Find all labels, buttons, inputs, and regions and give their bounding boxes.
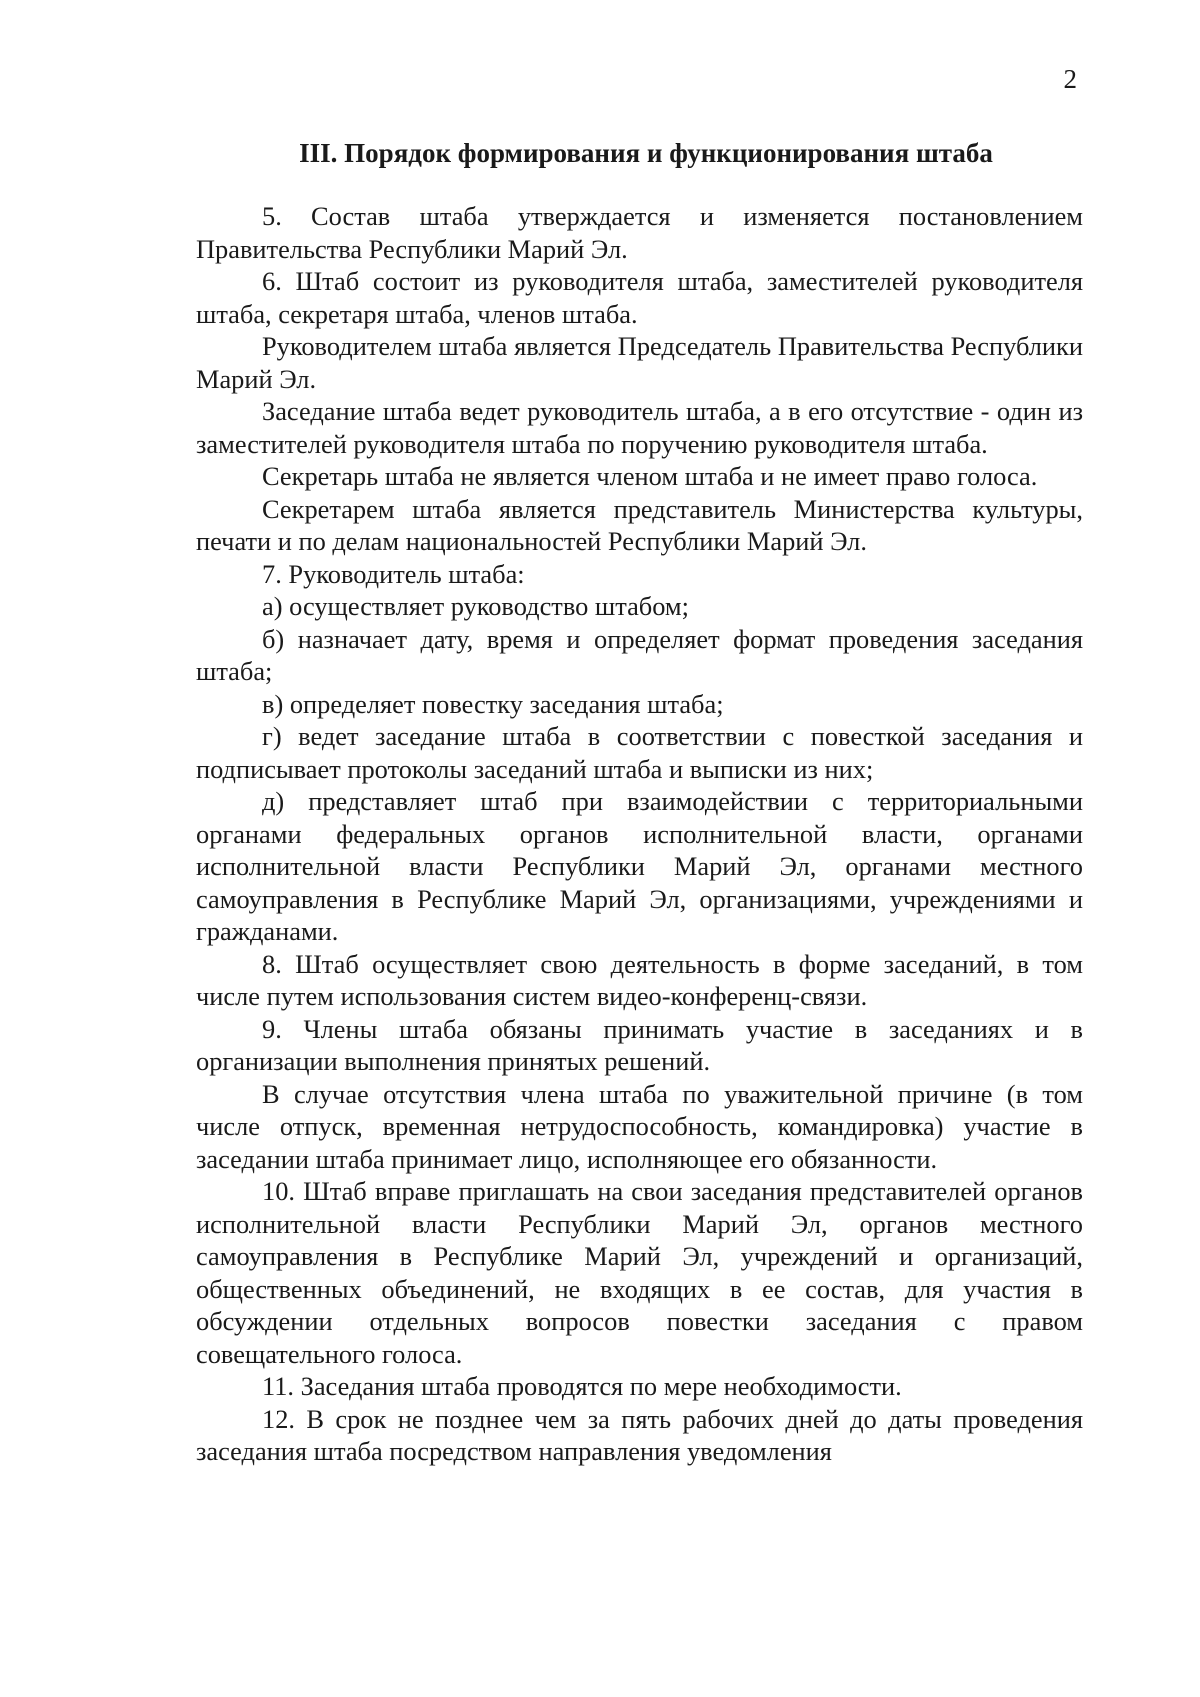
- paragraph-6-meeting-chair: Заседание штаба ведет руководитель штаба, а в его отсутствие - один из заместителей руководителя штаба по поручению руководителя штаба.: [196, 396, 1083, 459]
- page-number: 2: [1063, 64, 1077, 94]
- paragraph-6-secretary: Секретарем штаба является представитель Министерства культуры, печати и по делам национальностей Республики Марий Эл.: [196, 493, 1083, 556]
- paragraph-6-secretary-vote: Секретарь штаба не является членом штаба и не имеет право голоса.: [262, 461, 1038, 491]
- paragraph-8: 8. Штаб осуществляет свою деятельность в форме заседаний, в том числе путем использования систем видео-конференц-связи.: [196, 948, 1083, 1011]
- section-title: III. Порядок формирования и функционирования штаба: [299, 138, 993, 168]
- paragraph-10: 10. Штаб вправе приглашать на свои заседания представителей органов исполнительной власти Республики Марий Эл, органов местного самоуправления в Республике Марий Эл, учреждений и организаций, общественных объединений, не входящих в ее состав, для участия в обсуждении отдельных вопросов повестки заседания с правом совещательного голоса.: [196, 1176, 1083, 1369]
- paragraph-6: 6. Штаб состоит из руководителя штаба, заместителей руководителя штаба, секретаря штаба, членов штаба.: [196, 266, 1083, 329]
- paragraph-7-b: б) назначает дату, время и определяет формат проведения заседания штаба;: [196, 623, 1083, 686]
- paragraph-6-head: Руководителем штаба является Председатель Правительства Республики Марий Эл.: [196, 331, 1083, 394]
- document-body: [196, 200, 1083, 1468]
- paragraph-5: 5. Состав штаба утверждается и изменяется постановлением Правительства Республики Марий Эл.: [196, 201, 1083, 264]
- paragraph-12: 12. В срок не позднее чем за пять рабочих дней до даты проведения заседания штаба посредством направления уведомления: [196, 1403, 1083, 1466]
- paragraph-7-d: д) представляет штаб при взаимодействии с территориальными органами федеральных органов исполнительной власти, органами исполнительной власти Республики Марий Эл, органами местного самоуправления в Республике Марий Эл, организациями, учреждениями и гражданами.: [196, 786, 1083, 946]
- paragraph-7: 7. Руководитель штаба:: [262, 558, 525, 589]
- paragraph-7-g: г) ведет заседание штаба в соответствии с повесткой заседания и подписывает протоколы заседаний штаба и выписки из них;: [196, 721, 1083, 784]
- paragraph-11: 11. Заседания штаба проводятся по мере необходимости.: [262, 1371, 902, 1401]
- paragraph-7-a: а) осуществляет руководство штабом;: [262, 591, 689, 621]
- paragraph-9-absence: В случае отсутствия члена штаба по уважительной причине (в том числе отпуск, временная нетрудоспособность, командировка) участие в заседании штаба принимает лицо, исполняющее его обязанности.: [196, 1078, 1083, 1174]
- paragraph-7-v: в) определяет повестку заседания штаба;: [262, 688, 724, 719]
- paragraph-9: 9. Члены штаба обязаны принимать участие в заседаниях и в организации выполнения принятых решений.: [196, 1013, 1083, 1076]
